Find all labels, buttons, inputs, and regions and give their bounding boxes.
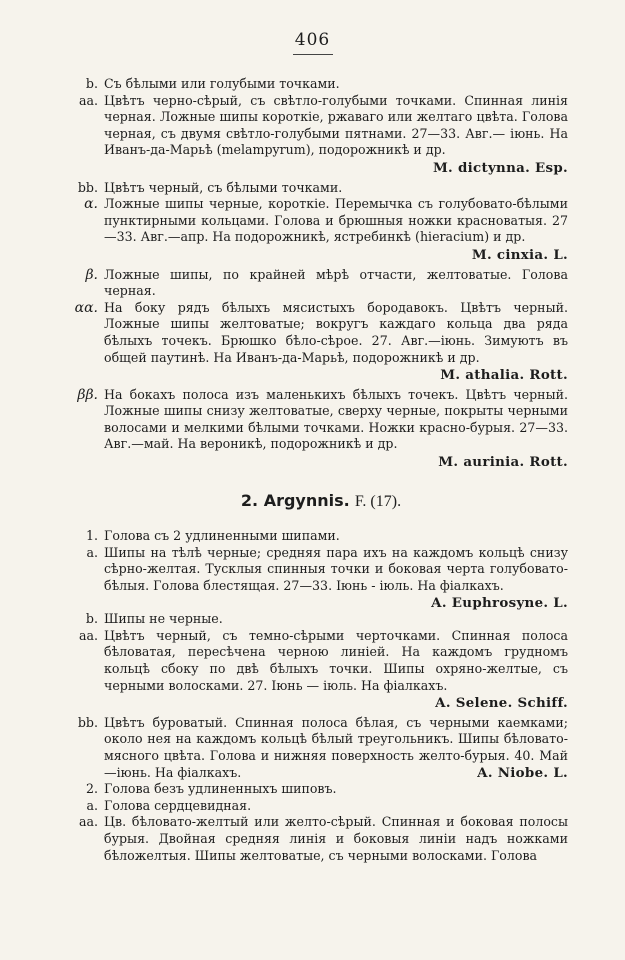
key-label: ββ. [77, 386, 98, 403]
key-label: a. [86, 797, 98, 813]
key-label: 1. [85, 528, 98, 544]
key-text: На бокахъ полоса изъ маленькихъ бѣлыхъ точекъ. Цвѣтъ черный. Ложные шипы снизу желтоватые, сверху черные, покрыты черными волосами и мелкими бѣлыми точками. Ножки красно-бурыя. 27—33. Авг.—май. На вероникѣ, подорожникѣ и др. [104, 386, 568, 452]
key-text: Ложные шипы черные, короткіе. Перемычка съ голубовато-бѣлыми пунктирными кольцами. Голова и брюшныя ножки красноватыя. 27—33. Авг.—апр. На подорожникѣ, ястребинкѣ (hieracium) и др. [104, 196, 568, 245]
species-name: M. athalia. Rott. [440, 367, 568, 384]
key-label: bb. [77, 714, 98, 730]
key-label: β. [85, 266, 98, 283]
key-entry [74, 387, 568, 471]
genus-name: 2. Argynnis. [240, 490, 350, 510]
key-entry [74, 545, 568, 611]
key-entry [74, 715, 568, 781]
page-content [74, 76, 568, 864]
key-text: Голова безъ удлиненныхъ шиповъ. [104, 781, 337, 797]
key-entry [74, 814, 568, 864]
key-entry [74, 267, 568, 300]
species-name: M. dictynna. Esp. [432, 159, 568, 176]
key-label: b. [85, 611, 98, 627]
key-text-body: Шипы на тѣлѣ черные; средняя пара ихъ на каждомъ кольцѣ снизу сѣрно-желтая. Тусклыя спинныя точки и боковая черта голубовато-бѣлыя. Голова блестящая. 27—33. Іюнь - іюль. На фіалкахъ. [104, 544, 568, 594]
key-label: b. [85, 76, 98, 91]
key-text: Съ бѣлыми или голубыми точками. [104, 76, 340, 91]
key-text [104, 715, 568, 781]
key-text: Шипы не черные. [104, 611, 223, 627]
key-entry [74, 300, 568, 384]
key-entry [74, 781, 568, 798]
key-text: Голова сердцевидная. [104, 797, 252, 813]
key-block-melitaea [74, 76, 568, 471]
species-name: A. Niobe. L. [477, 764, 568, 781]
key-text: Цв. бѣловато-желтый или желто-сѣрый. Спинная и боковая полосы бурыя. Двойная средняя линія и боковыя линіи надъ ножками бѣложелтыя. Шипы желтоватые, съ черными волосками. Голова [104, 814, 568, 863]
species-name: M. aurinia. Rott. [438, 454, 568, 471]
species-name: A. Selene. Schiff. [435, 695, 568, 712]
page-number: 406 [294, 30, 331, 50]
key-entry [74, 93, 568, 177]
key-entry [74, 628, 568, 712]
key-label: 2. [85, 781, 98, 797]
key-text: На боку рядъ бѣлыхъ мясистыхъ бородавокъ. Цвѣтъ черный. Ложные шипы желтоватые; вокругъ каждаго кольца два ряда бѣлыхъ точекъ. Брюшко бѣло-сѣрое. 27. Авг.—іюнь. Зимуютъ въ общей паутинѣ. На Иванъ-да-Марьѣ, подорожникѣ и др. [104, 299, 568, 365]
key-entry [74, 180, 568, 197]
key-text [104, 545, 568, 611]
genus-heading [74, 490, 568, 511]
key-entry [74, 798, 568, 815]
key-entry [74, 611, 568, 628]
key-label: aa. [78, 814, 98, 830]
key-entry [74, 76, 568, 93]
key-text: Цвѣтъ черный, съ бѣлыми точками. [104, 179, 343, 195]
species-name: M. cinxia. L. [471, 246, 568, 263]
key-text: Голова съ 2 удлиненными шипами. [104, 528, 340, 544]
key-label: α. [84, 196, 98, 213]
genus-author: F. (17). [354, 492, 402, 510]
page-number-rule [293, 54, 333, 55]
key-entry [74, 528, 568, 545]
key-entry [74, 196, 568, 263]
key-text: Цвѣтъ черно-сѣрый, съ свѣтло-голубыми точками. Спинная линія черная. Ложные шипы короткіе, ржаваго или желтаго цвѣта. Голова черная, съ двумя свѣтло-голубыми пятнами. 27—33. Авг.— іюнь. На Иванъ-да-Марьѣ (melampyrum), подорожникѣ и др. [104, 92, 568, 158]
species-name: A. Euphrosyne. L. [431, 594, 568, 611]
key-block-argynnis [74, 528, 568, 864]
key-label: bb. [77, 179, 98, 195]
key-label: aa. [78, 627, 98, 643]
key-label: aa. [78, 92, 98, 108]
key-text: Ложные шипы, по крайней мѣрѣ отчасти, желтоватые. Голова черная. [104, 266, 568, 299]
key-label: αα. [74, 299, 98, 316]
key-text: Цвѣтъ черный, съ темно-сѣрыми черточками. Спинная полоса бѣловатая, пересѣчена черною линіей. На каждомъ грудномъ кольцѣ сбоку по двѣ бѣлыхъ точки. Шипы охряно-желтые, съ черными волосками. 27. Іюнь — іюль. На фіалкахъ. [104, 627, 568, 693]
key-text-body: Цвѣтъ буроватый. Спинная полоса бѣлая, съ черными каемками; около нея на каждомъ кольцѣ бѣлый треугольникъ. Шипы бѣловато-мясного цвѣта. Голова и нижняя поверхность желто-бурыя. 40. Май—іюнь. На фіалкахъ. [104, 714, 568, 780]
key-label: a. [86, 544, 98, 560]
